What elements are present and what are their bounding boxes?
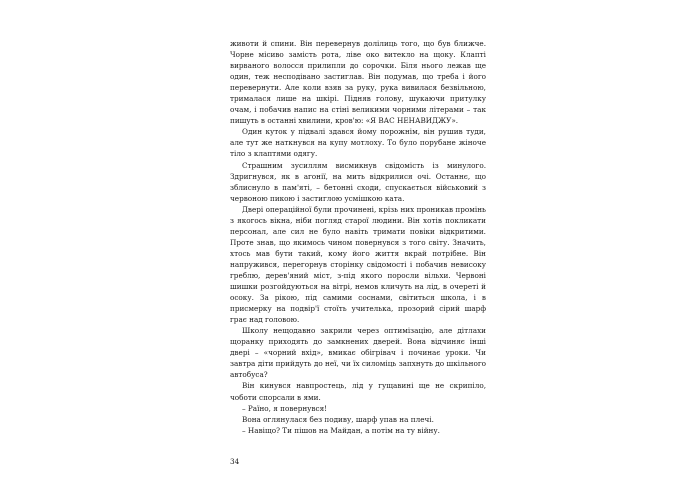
paragraph-2: Один куток у підвалі здався йому порожнім, він рушив туди, але тут же наткнувся на купу мотлоху. То було порубане жіноче тіло з клаптями одягу. (230, 127, 486, 159)
dialog-line-1: – Раїно, я повернувся! (242, 403, 328, 413)
paragraph-3: Страшним зусиллям висмикнув свідомість із минулого. Здригнувся, як в агонії, на мить відкрилися очі. Останнє, що зблиснуло в пам'яті, – бетонні сходи, спускається військовий з червоною пикою і застиглою усмішкою ката. (230, 160, 486, 203)
paragraph-6: Він кинувся навпростець, лід у гущавині ще не скрипіло, чоботи спорсали в ями. (230, 381, 486, 402)
paragraph-4: Двері операційної були прочинені, крізь них проникав промінь з якогось вікна, ніби погляд старої людини. Він хотів покликати персонал, але сил не було навіть тримати повіки відкритими. Проте знав, що якимось чином повернувся з того світу. Значить, хтось мав бути такий, кому його життя вкрай потрібне. Він напружився, перегорнув сторінку свідомості і побачив невисоку греблю, дерев'яний міст, з-під якого поросли вільхи. Червоні шишки розгойдуються на вітрі, немов кличуть на лід, в очереті й осоку. За рікою, під самими соснами, світиться школа, і в присмерку на подвір'ї стоїть учителька, прозорий сірий шарф грає над головою. (230, 204, 486, 325)
paragraph-5: Школу нещодавно закрили через оптимізацію, але дітлахи щоранку приходять до замкнених дверей. Вона відчиняє інші двері – «чорний вхід», вмикає обігрівач і починає уроки. Чи завтра діти прийдуть до неї, чи їх силоміць запхнуть до шкільного автобуса? (230, 326, 486, 380)
dialog-line-3: – Навіщо? Ти пішов на Майдан, а потім на ту війну. (242, 425, 440, 435)
dialog-line-2: Вона оглянулася без подиву, шарф упав на плечі. (242, 414, 434, 424)
paragraph-1: животи й спини. Він перевернув долілиць того, що був ближче. Чорне місиво замість рота, ліве око витекло на щоку. Клапті вирваного волосся прилипли до сорочки. Біля нього лежав ще один, теж несподівано застиглав. Він подумав, що треба і його перевернути. Але коли взяв за руку, рука вивилася безвільною, трималася лише на шкірі. Підняв голову, шукаючи притулку очам, і побачив напис на стіні великими чорними літерами – так пишуть в останні хвилини, кров'ю: «Я ВАС НЕНАВИДЖУ». (230, 39, 486, 126)
body-text (230, 38, 486, 436)
page-number: 34 (230, 457, 240, 466)
